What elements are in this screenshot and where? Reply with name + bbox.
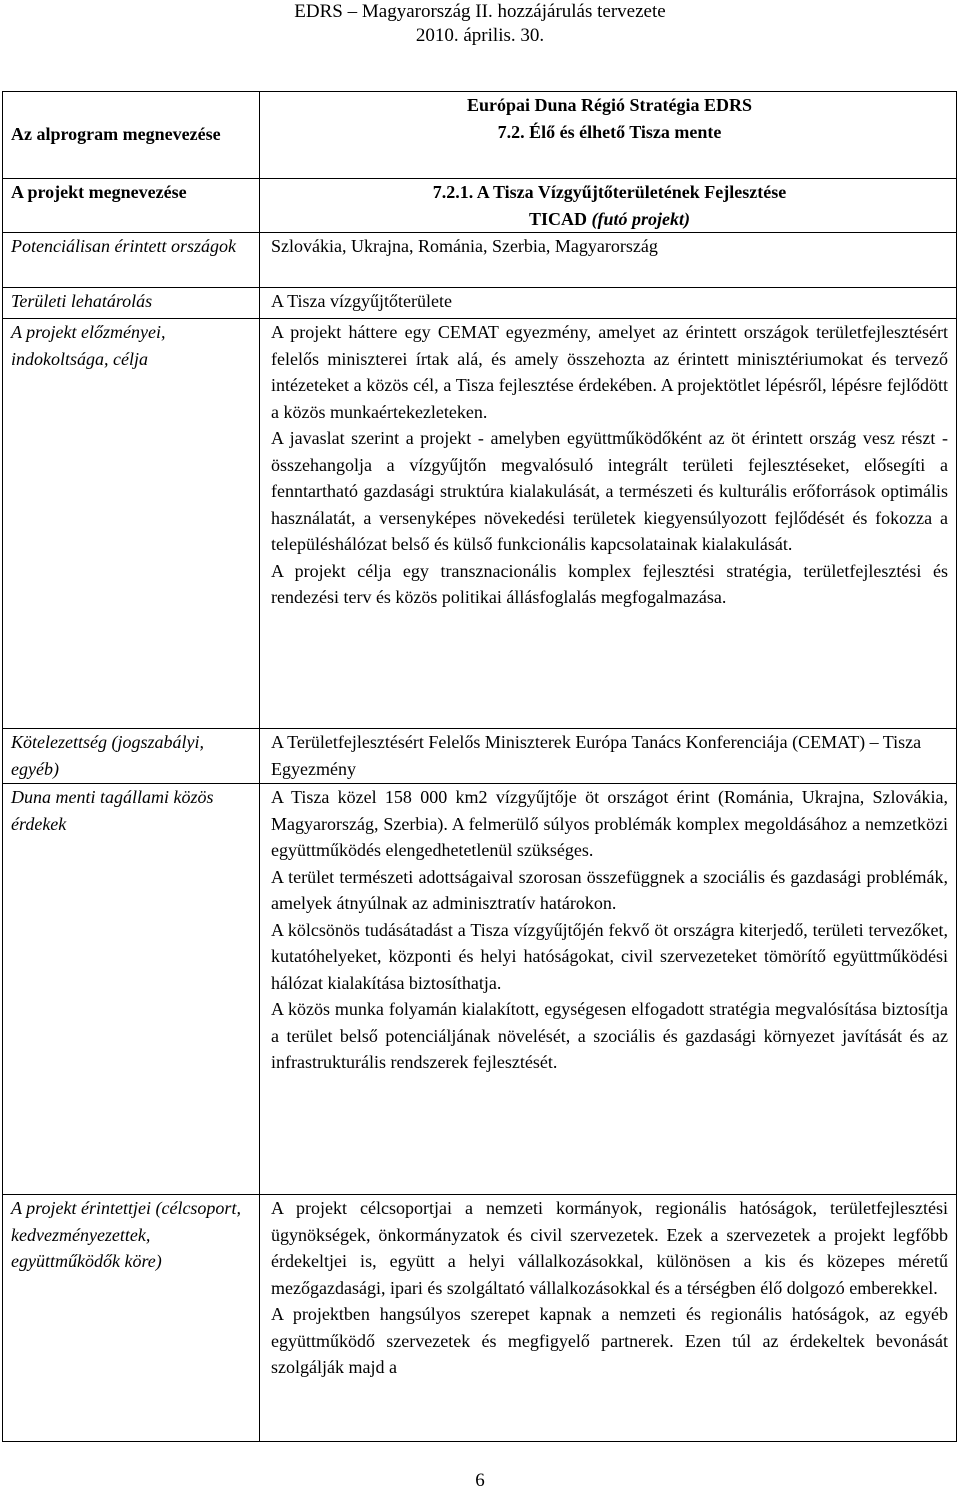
row-projekt [3, 179, 957, 233]
label-elozmenyek: A projekt előzményei, indokoltsága, célja [3, 319, 260, 729]
elozmenyek-paragraph: A projekt háttere egy CEMAT egyezmény, amelyet az érintett országok területfejlesztésért felelős miniszterei írtak alá, és amely összehozta az érintett minisztériumokat és tervező intézeteket a közös cél, a Tisza fejlesztése érdekében. A projektötlet lépésről, lépésre fejlődött a közös munkaértekezleteken. [271, 322, 948, 422]
row-erintettjei [3, 1195, 957, 1442]
header-title: EDRS – Magyarország II. hozzájárulás tervezete [294, 1, 666, 22]
value-duna [260, 784, 957, 1195]
row-alprogram [3, 92, 957, 179]
row-duna [3, 784, 957, 1195]
elozmenyek-paragraph: A projekt célja egy transznacionális komplex fejlesztési stratégia, területfejlesztési és rendezési terv és közös politikai állásfoglalás megfogalmazása. [271, 560, 948, 607]
header-date: 2010. április. 30. [415, 25, 545, 46]
duna-paragraph: A Tisza közel 158 000 km2 vízgyűjtője öt országot érint (Románia, Ukrajna, Szlovákia, Magyarország, Szerbia). A felmerülő súlyos problémák komplex megoldásához a nemzetközi együttműködés elengedhetetlenül szükséges. [271, 787, 948, 860]
value-projekt-line1: 7.2.1. A Tisza Vízgyűjtőterületének Fejlesztése [432, 182, 787, 202]
label-kotelezettseg: Kötelezettség (jogszabályi, egyéb) [3, 729, 260, 784]
label-projekt: A projekt megnevezése [3, 179, 260, 233]
value-kotelezettseg: A Területfejlesztésért Felelős Miniszterek Európa Tanács Konferenciája (CEMAT) – Tisza Egyezmény [260, 729, 957, 784]
value-projekt [260, 179, 957, 233]
row-elozmenyek [3, 319, 957, 729]
page-header [0, 0, 960, 48]
label-teruleti: Területi lehatárolás [3, 288, 260, 319]
projekt-status: (futó projekt) [591, 208, 690, 229]
value-alprogram-line2: 7.2. Élő és élhető Tisza mente [497, 121, 722, 142]
row-kotelezettseg [3, 729, 957, 784]
value-orszagok: Szlovákia, Ukrajna, Románia, Szerbia, Magyarország [260, 233, 957, 288]
value-elozmenyek [260, 319, 957, 729]
duna-paragraph: A terület természeti adottságaival szorosan összefüggnek a szociális és gazdasági problémák, amelyek átnyúlnak az adminisztratív határokon. [271, 866, 948, 913]
duna-paragraph: A közös munka folyamán kialakított, egységesen elfogadott stratégia megvalósítása biztosítja a terület belső potenciáljának növelését, a szociális és gazdasági környezet javítását és az infrastrukturális rendszerek fejlesztését. [271, 999, 948, 1072]
label-erintettjei: A projekt érintettjei (célcsoport, kedvezményezettek, együttműködők köre) [3, 1195, 260, 1442]
label-alprogram: Az alprogram megnevezése [3, 92, 260, 179]
elozmenyek-paragraph: A javaslat szerint a projekt - amelyben együttműködőként az öt érintett ország vesz részt - összehangolja a vízgyűjtőn megvalósuló integrált területi fejlesztéseket, elősegíti a fenntartható gazdasági struktúra kialakulását, a természeti és kulturális erőforrások optimális használatát, a versenyképes növekedési területek kiegyensúlyozott fejlődését és fokozza a településhálózat belső és külső funkcionális kapcsolatainak kialakulását. [271, 428, 948, 554]
value-projekt-line2 [271, 206, 948, 233]
duna-paragraph: A kölcsönös tudásátadást a Tisza vízgyűjtőjén fekvő öt országra kiterjedő, területi tervezőket, kutatóhelyeket, központi és helyi hatóságokat, civil szervezeteket tömörítő együttműködési hálózat kialakítása biztosíthatja. [271, 919, 948, 993]
label-orszagok: Potenciálisan érintett országok [3, 233, 260, 288]
row-teruleti [3, 288, 957, 319]
projekt-acronym: TICAD [528, 208, 587, 229]
label-duna: Duna menti tagállami közös érdekek [3, 784, 260, 1195]
value-alprogram-line1: Európai Duna Régió Stratégia EDRS [466, 95, 753, 115]
page-number: 6 [475, 1470, 485, 1491]
project-table [2, 91, 957, 1442]
value-alprogram [260, 92, 957, 179]
erintettjei-paragraph: A projektben hangsúlyos szerepet kapnak a nemzeti és regionális hatóságok, az egyéb együttműködő szervezetek és megfigyelő partnerek. Ezen túl az érdekeltek bevonását szolgálják majd a [271, 1304, 948, 1377]
value-teruleti: A Tisza vízgyűjtőterülete [260, 288, 957, 319]
erintettjei-paragraph: A projekt célcsoportjai a nemzeti kormányok, regionális hatóságok, területfejlesztési ügynökségek, önkormányzatok és civil szervezetek. Ezek a szervezetek a projekt legfőbb érdekeltjei is, együtt a helyi vállalkozásokkal, különösen a kis és közepes méretű mezőgazdasági, ipari és szolgáltató vállalkozásokkal és a térségben élő dolgozó emberekkel. [271, 1198, 948, 1298]
row-orszagok [3, 233, 957, 288]
value-erintettjei [260, 1195, 957, 1442]
